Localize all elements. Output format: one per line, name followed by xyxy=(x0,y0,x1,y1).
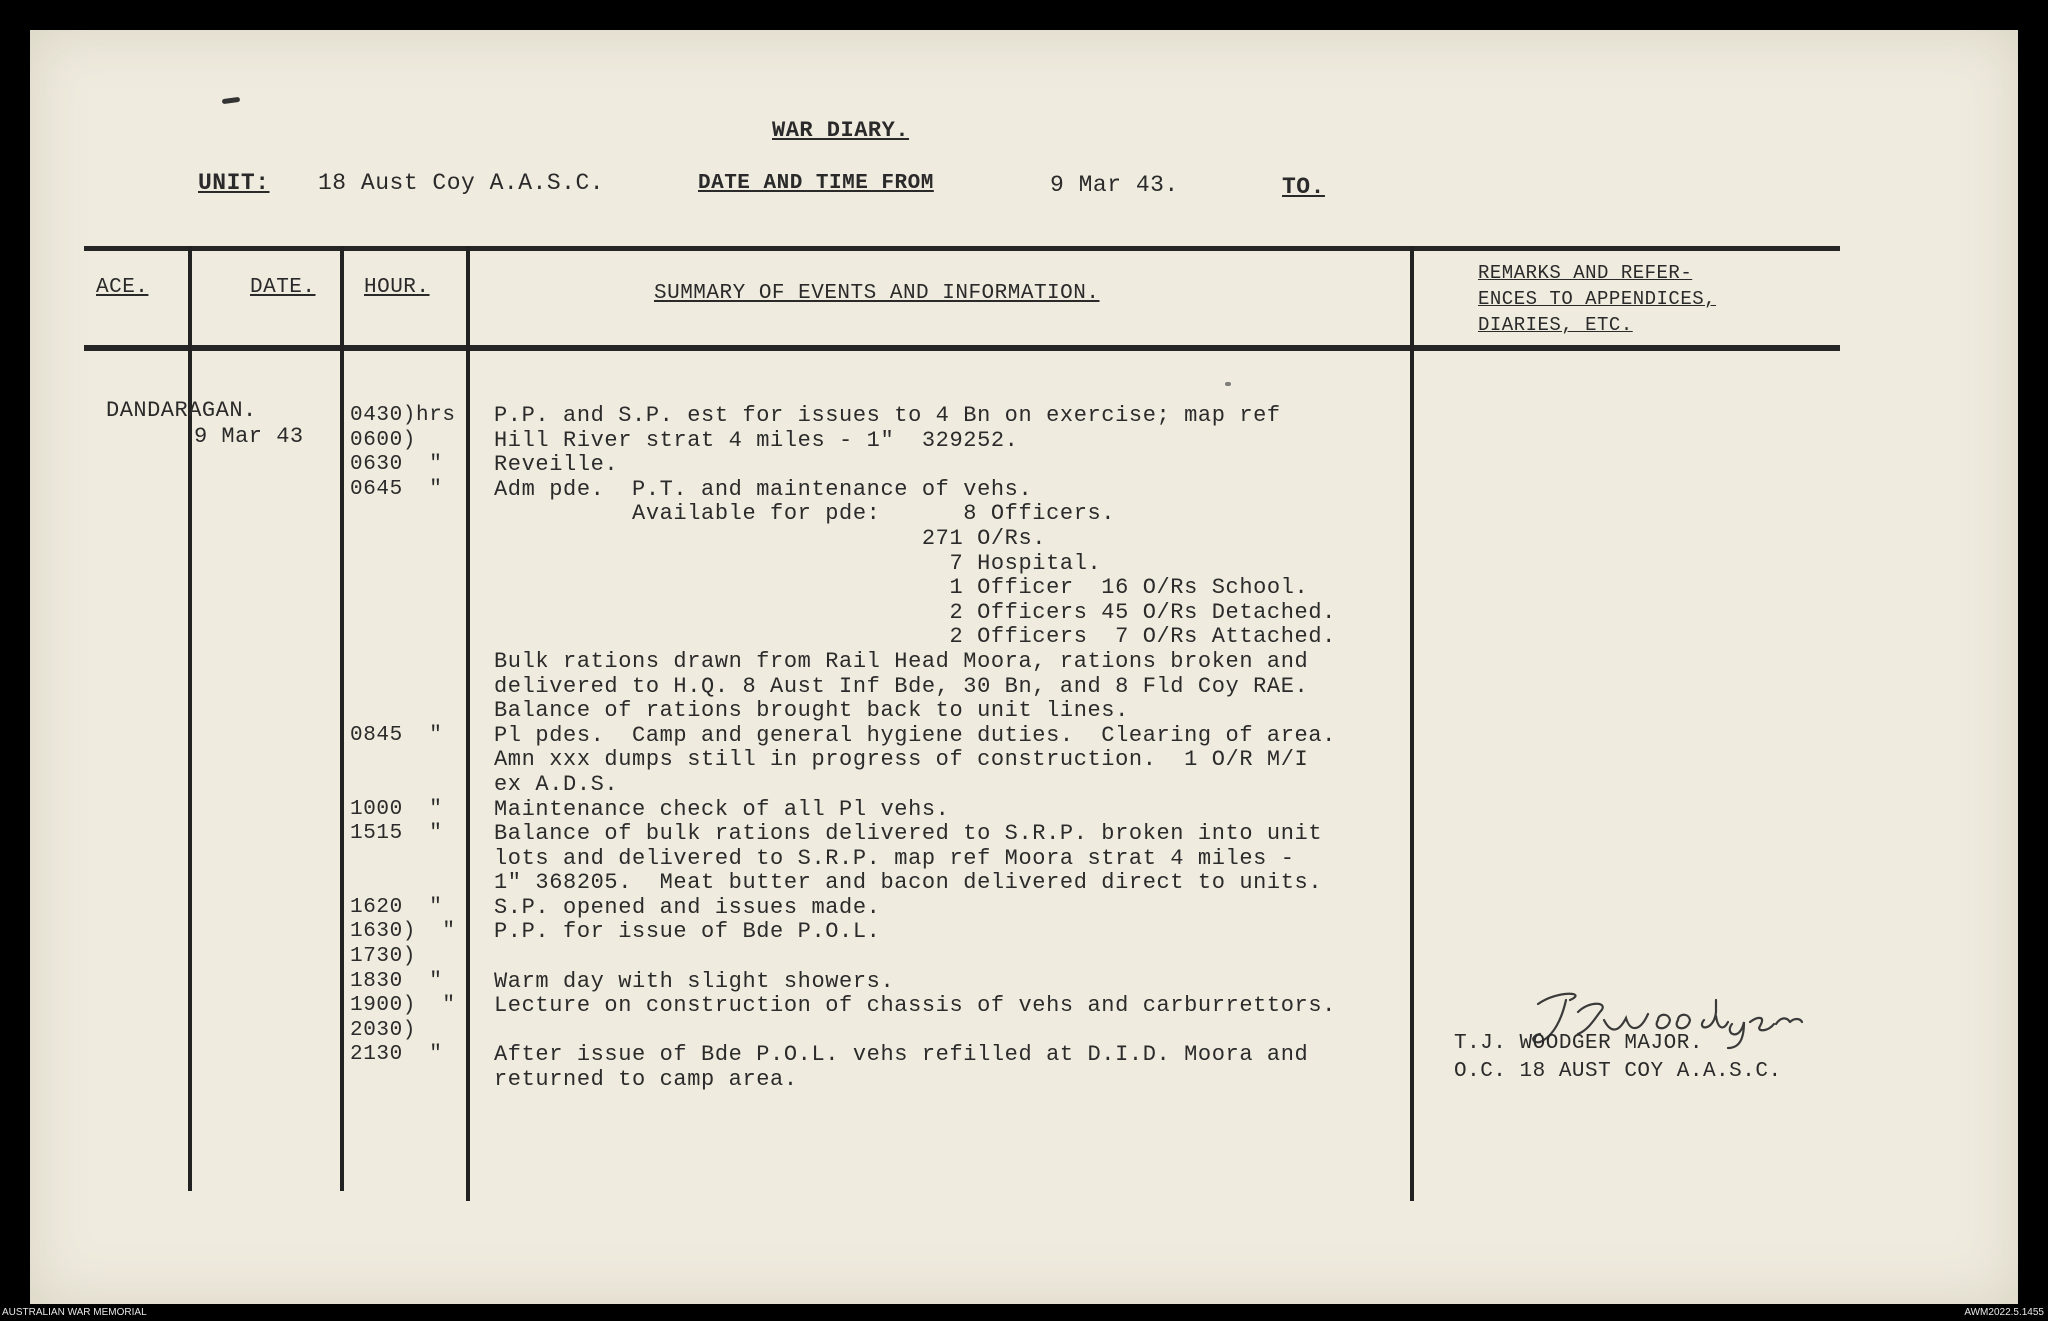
hour-column xyxy=(350,404,456,1068)
hour-entry xyxy=(350,502,456,527)
summary-line: Pl pdes. Camp and general hygiene duties. Clearing of area. xyxy=(494,722,1336,748)
hour-entry: 0845 " xyxy=(350,723,443,747)
summary-line: delivered to H.Q. 8 Aust Inf Bde, 30 Bn, and 8 Fld Coy RAE. xyxy=(494,673,1309,699)
hour-entry: 0430)hrs xyxy=(350,404,456,427)
summary-line: Balance of rations brought back to unit lines. xyxy=(494,698,1129,724)
summary-line: ex A.D.S. xyxy=(494,771,619,797)
hour-entry: 0630 " xyxy=(350,453,443,477)
summary-line: returned to camp area. xyxy=(494,1067,798,1093)
hour-entry xyxy=(350,748,456,773)
date-from: 9 Mar 43. xyxy=(1050,172,1179,198)
hour-entry: 1900) " xyxy=(350,994,456,1018)
summary-line: Warm day with slight showers. xyxy=(494,968,895,994)
hour-entry: 0600) xyxy=(350,428,417,452)
summary-line xyxy=(494,945,1336,970)
summary-line: Hill River strat 4 miles - 1" 329252. xyxy=(494,427,1019,453)
signatory-name: T.J. WOODGER MAJOR. xyxy=(1454,1032,1703,1055)
summary-line: Balance of bulk rations delivered to S.R.P. broken into unit xyxy=(494,821,1323,847)
column-header-remarks-3: DIARIES, ETC. xyxy=(1478,314,1633,336)
table-top-rule xyxy=(84,246,1840,251)
date-label: DATE AND TIME FROM xyxy=(698,172,934,195)
summary-line: Available for pde: 8 Officers. xyxy=(494,501,1116,527)
hour-entry xyxy=(350,871,456,896)
summary-line: S.P. opened and issues made. xyxy=(494,894,881,920)
hour-entry: 1515 " xyxy=(350,822,443,846)
summary-line: Lecture on construction of chassis of vehs and carburrettors. xyxy=(494,993,1336,1019)
date-cell: 9 Mar 43 xyxy=(194,424,304,449)
summary-line: Amn xxx dumps still in progress of construction. 1 O/R M/I xyxy=(494,747,1309,773)
place-cell: DANDARAGAN. xyxy=(106,398,257,423)
hour-entry xyxy=(350,576,456,601)
column-header-hour: HOUR. xyxy=(364,276,430,299)
footer-right: AWM2022.5.1455 xyxy=(1964,1307,2044,1318)
summary-line: 2 Officers 7 O/Rs Attached. xyxy=(494,624,1336,650)
footer-left: AUSTRALIAN WAR MEMORIAL xyxy=(2,1307,147,1318)
hour-entry: 1730) xyxy=(350,945,417,969)
summary-line: P.P. and S.P. est for issues to 4 Bn on exercise; map ref xyxy=(494,403,1281,428)
summary-line: Reveille. xyxy=(494,452,619,478)
column-divider-1 xyxy=(188,246,192,1191)
hour-entry: 1830 " xyxy=(350,969,443,993)
hour-entry: 2130 " xyxy=(350,1043,443,1067)
summary-line: P.P. for issue of Bde P.O.L. xyxy=(494,919,881,945)
hour-entry xyxy=(350,527,456,552)
column-divider-2 xyxy=(340,246,344,1191)
hour-entry xyxy=(350,675,456,700)
ink-smudge xyxy=(1225,382,1231,386)
summary-line: lots and delivered to S.R.P. map ref Moora strat 4 miles - xyxy=(494,845,1295,871)
summary-line: After issue of Bde P.O.L. vehs refilled at D.I.D. Moora and xyxy=(494,1042,1309,1068)
summary-line xyxy=(494,1019,1336,1044)
hour-entry: 1000 " xyxy=(350,797,443,821)
header-bottom-rule xyxy=(84,345,1840,351)
hour-entry xyxy=(350,650,456,675)
signatory-unit: O.C. 18 AUST COY A.A.S.C. xyxy=(1454,1060,1782,1083)
column-header-place: ACE. xyxy=(96,276,149,299)
column-header-date: DATE. xyxy=(250,276,316,299)
summary-line: 1 Officer 16 O/Rs School. xyxy=(494,575,1309,601)
column-divider-4 xyxy=(1410,246,1414,1201)
summary-line: Bulk rations drawn from Rail Head Moora, rations broken and xyxy=(494,648,1309,674)
summary-column xyxy=(494,404,1336,1093)
hour-entry xyxy=(350,847,456,872)
hour-entry: 2030) xyxy=(350,1018,417,1042)
hour-entry xyxy=(350,699,456,724)
hour-entry: 0645 " xyxy=(350,477,443,501)
summary-line: 271 O/Rs. xyxy=(494,525,1047,551)
hour-entry xyxy=(350,601,456,626)
summary-line: 2 Officers 45 O/Rs Detached. xyxy=(494,599,1336,625)
summary-line: 1" 368205. Meat butter and bacon delivered direct to units. xyxy=(494,870,1323,896)
to-label: TO. xyxy=(1282,174,1325,200)
column-header-summary: SUMMARY OF EVENTS AND INFORMATION. xyxy=(654,282,1100,305)
hour-entry: 1620 " xyxy=(350,895,443,919)
column-header-remarks-1: REMARKS AND REFER- xyxy=(1478,262,1693,284)
hour-entry xyxy=(350,625,456,650)
hour-entry xyxy=(350,552,456,577)
column-divider-3 xyxy=(466,246,470,1201)
page-title: WAR DIARY. xyxy=(772,118,910,143)
hour-entry: 1630) " xyxy=(350,920,456,944)
summary-line: 7 Hospital. xyxy=(494,550,1102,576)
column-header-remarks-2: ENCES TO APPENDICES, xyxy=(1478,288,1717,310)
unit-value: 18 Aust Coy A.A.S.C. xyxy=(318,170,605,196)
summary-line: Maintenance check of all Pl vehs. xyxy=(494,796,950,822)
unit-label: UNIT: xyxy=(198,170,270,196)
summary-line: Adm pde. P.T. and maintenance of vehs. xyxy=(494,476,1033,502)
hour-entry xyxy=(350,773,456,798)
